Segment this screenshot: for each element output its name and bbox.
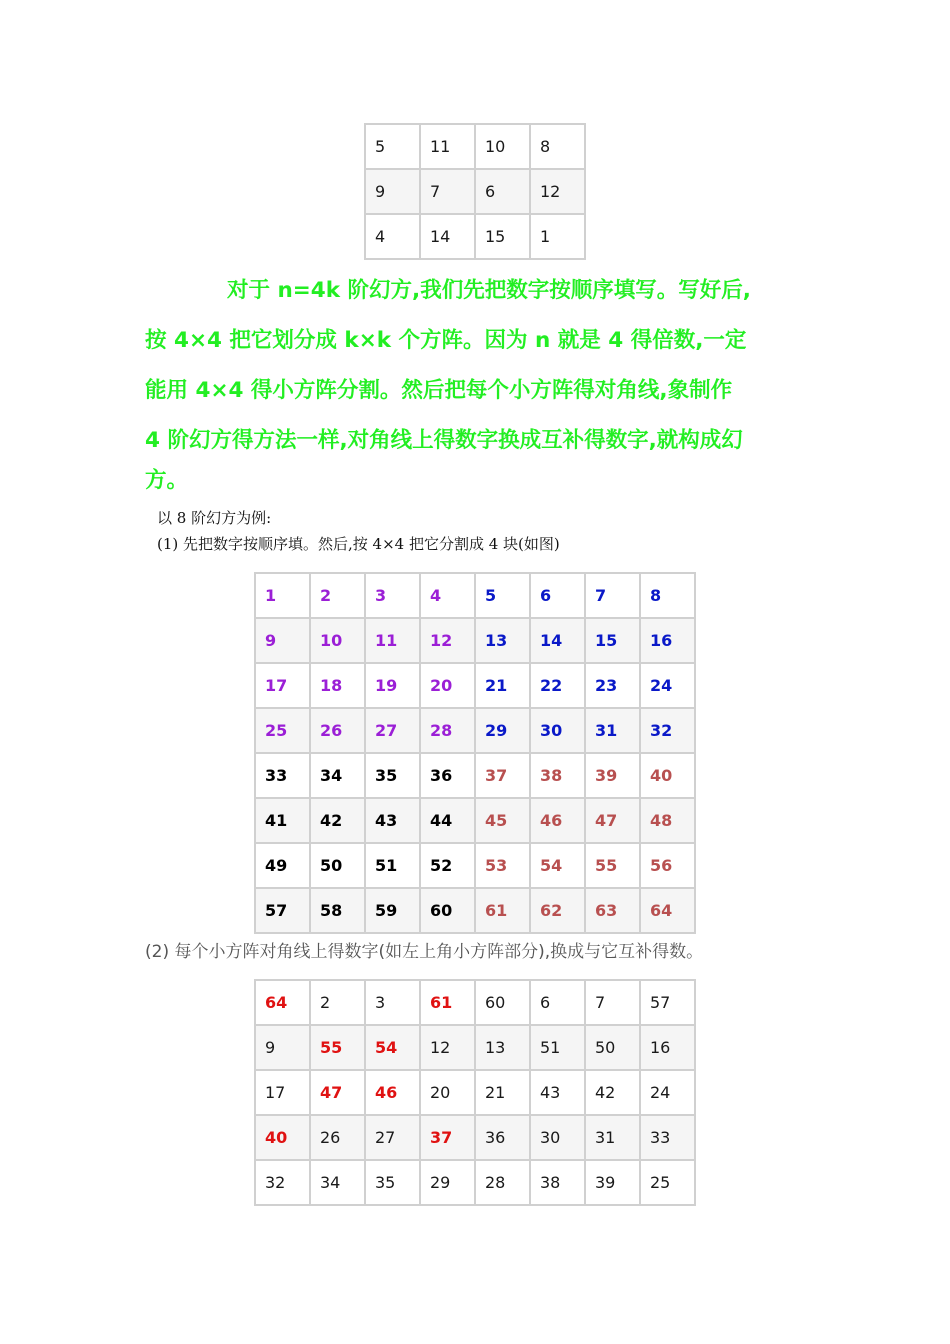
grid-cell: 31 [585,708,640,753]
grid-cell: 55 [310,1025,365,1070]
grid-cell: 35 [365,753,420,798]
grid-cell: 4 [420,573,475,618]
table-row [255,888,695,933]
table-row [255,753,695,798]
table-row [255,663,695,708]
grid-cell: 56 [640,843,695,888]
example-label: 以 8 阶幻方为例: [157,509,272,527]
grid-cell: 5 [475,573,530,618]
grid-cell: 28 [475,1160,530,1205]
grid-cell: 40 [255,1115,310,1160]
grid-cell: 64 [640,888,695,933]
grid-cell: 33 [255,753,310,798]
table-cell: 15 [475,214,530,259]
grid-cell: 55 [585,843,640,888]
table-row [255,1070,695,1115]
grid-cell: 30 [530,1115,585,1160]
result-grid [254,979,696,1206]
grid-cell: 27 [365,1115,420,1160]
paragraph-line-text: 对于 n=4k 阶幻方,我们先把数字按顺序填写。写好后, [227,278,751,303]
table-row [255,1025,695,1070]
paragraph-line: 方。 [145,468,189,493]
grid-cell: 39 [585,753,640,798]
grid-cell: 51 [530,1025,585,1070]
grid-cell: 16 [640,618,695,663]
grid-cell: 60 [475,980,530,1025]
grid-cell: 60 [420,888,475,933]
grid-cell: 59 [365,888,420,933]
grid-cell: 43 [365,798,420,843]
grid-cell: 3 [365,573,420,618]
grid-cell: 36 [475,1115,530,1160]
grid-cell: 38 [530,753,585,798]
grid-cell: 61 [475,888,530,933]
method-paragraph [145,266,815,496]
top-number-table [364,123,586,260]
paragraph-line: 按 4×4 把它划分成 k×k 个方阵。因为 n 就是 4 得倍数,一定 [145,328,747,353]
grid-cell: 12 [420,618,475,663]
grid-cell: 61 [420,980,475,1025]
grid-cell: 53 [475,843,530,888]
grid-cell: 17 [255,1070,310,1115]
table-cell: 12 [530,169,585,214]
grid-cell: 18 [310,663,365,708]
table-cell: 11 [420,124,475,169]
paragraph-line [145,266,815,316]
grid-cell: 46 [365,1070,420,1115]
table-row [365,169,585,214]
grid-cell: 29 [475,708,530,753]
grid-cell: 37 [420,1115,475,1160]
grid-cell: 1 [255,573,310,618]
grid-cell: 50 [310,843,365,888]
table-row [255,843,695,888]
grid-cell: 26 [310,1115,365,1160]
grid-cell: 32 [640,708,695,753]
step2-label: (2) 每个小方阵对角线上得数字(如左上角小方阵部分),换成与它互补得数。 [145,942,704,962]
grid-cell: 13 [475,1025,530,1070]
grid-cell: 35 [365,1160,420,1205]
eight-order-grid [254,572,696,934]
grid-cell: 30 [530,708,585,753]
table-row [255,1115,695,1160]
grid-cell: 28 [420,708,475,753]
grid-cell: 33 [640,1115,695,1160]
table-row [255,618,695,663]
table-cell: 6 [475,169,530,214]
grid-cell: 52 [420,843,475,888]
grid-cell: 42 [310,798,365,843]
grid-cell: 63 [585,888,640,933]
grid-cell: 34 [310,1160,365,1205]
grid-cell: 12 [420,1025,475,1070]
grid-cell: 36 [420,753,475,798]
grid-cell: 50 [585,1025,640,1070]
table-cell: 10 [475,124,530,169]
grid-cell: 48 [640,798,695,843]
grid-cell: 38 [530,1160,585,1205]
grid-cell: 24 [640,663,695,708]
grid-cell: 7 [585,980,640,1025]
grid-cell: 24 [640,1070,695,1115]
table-row [255,980,695,1025]
grid-cell: 34 [310,753,365,798]
grid-cell: 44 [420,798,475,843]
grid-cell: 19 [365,663,420,708]
grid-cell: 10 [310,618,365,663]
grid-cell: 43 [530,1070,585,1115]
grid-cell: 42 [585,1070,640,1115]
grid-cell: 25 [255,708,310,753]
grid-cell: 40 [640,753,695,798]
table-cell: 4 [365,214,420,259]
grid-cell: 58 [310,888,365,933]
grid-cell: 13 [475,618,530,663]
grid-cell: 41 [255,798,310,843]
grid-cell: 27 [365,708,420,753]
table-row [365,214,585,259]
grid-cell: 54 [530,843,585,888]
grid-cell: 6 [530,573,585,618]
grid-cell: 22 [530,663,585,708]
grid-cell: 3 [365,980,420,1025]
grid-cell: 32 [255,1160,310,1205]
table-cell: 5 [365,124,420,169]
grid-cell: 14 [530,618,585,663]
grid-cell: 2 [310,980,365,1025]
table-cell: 7 [420,169,475,214]
grid-cell: 21 [475,1070,530,1115]
grid-cell: 26 [310,708,365,753]
grid-cell: 23 [585,663,640,708]
grid-cell: 15 [585,618,640,663]
grid-cell: 54 [365,1025,420,1070]
paragraph-line: 4 阶幻方得方法一样,对角线上得数字换成互补得数字,就构成幻 [145,428,743,453]
grid-cell: 20 [420,1070,475,1115]
grid-cell: 64 [255,980,310,1025]
grid-cell: 11 [365,618,420,663]
grid-cell: 9 [255,618,310,663]
grid-cell: 46 [530,798,585,843]
table-row [255,1160,695,1205]
table-cell: 9 [365,169,420,214]
grid-cell: 7 [585,573,640,618]
grid-cell: 2 [310,573,365,618]
step1-label: (1) 先把数字按顺序填。然后,按 4×4 把它分割成 4 块(如图) [157,535,560,553]
grid-cell: 29 [420,1160,475,1205]
table-row [255,708,695,753]
grid-cell: 16 [640,1025,695,1070]
table-row [365,124,585,169]
grid-cell: 49 [255,843,310,888]
table-cell: 14 [420,214,475,259]
table-row [255,798,695,843]
grid-cell: 9 [255,1025,310,1070]
grid-cell: 37 [475,753,530,798]
grid-cell: 62 [530,888,585,933]
paragraph-line: 能用 4×4 得小方阵分割。然后把每个小方阵得对角线,象制作 [145,378,733,403]
grid-cell: 6 [530,980,585,1025]
table-cell: 1 [530,214,585,259]
table-row [255,573,695,618]
grid-cell: 31 [585,1115,640,1160]
table-cell: 8 [530,124,585,169]
grid-cell: 57 [640,980,695,1025]
grid-cell: 47 [310,1070,365,1115]
grid-cell: 21 [475,663,530,708]
grid-cell: 25 [640,1160,695,1205]
grid-cell: 39 [585,1160,640,1205]
grid-cell: 17 [255,663,310,708]
grid-cell: 47 [585,798,640,843]
grid-cell: 45 [475,798,530,843]
grid-cell: 51 [365,843,420,888]
grid-cell: 57 [255,888,310,933]
grid-cell: 20 [420,663,475,708]
grid-cell: 8 [640,573,695,618]
